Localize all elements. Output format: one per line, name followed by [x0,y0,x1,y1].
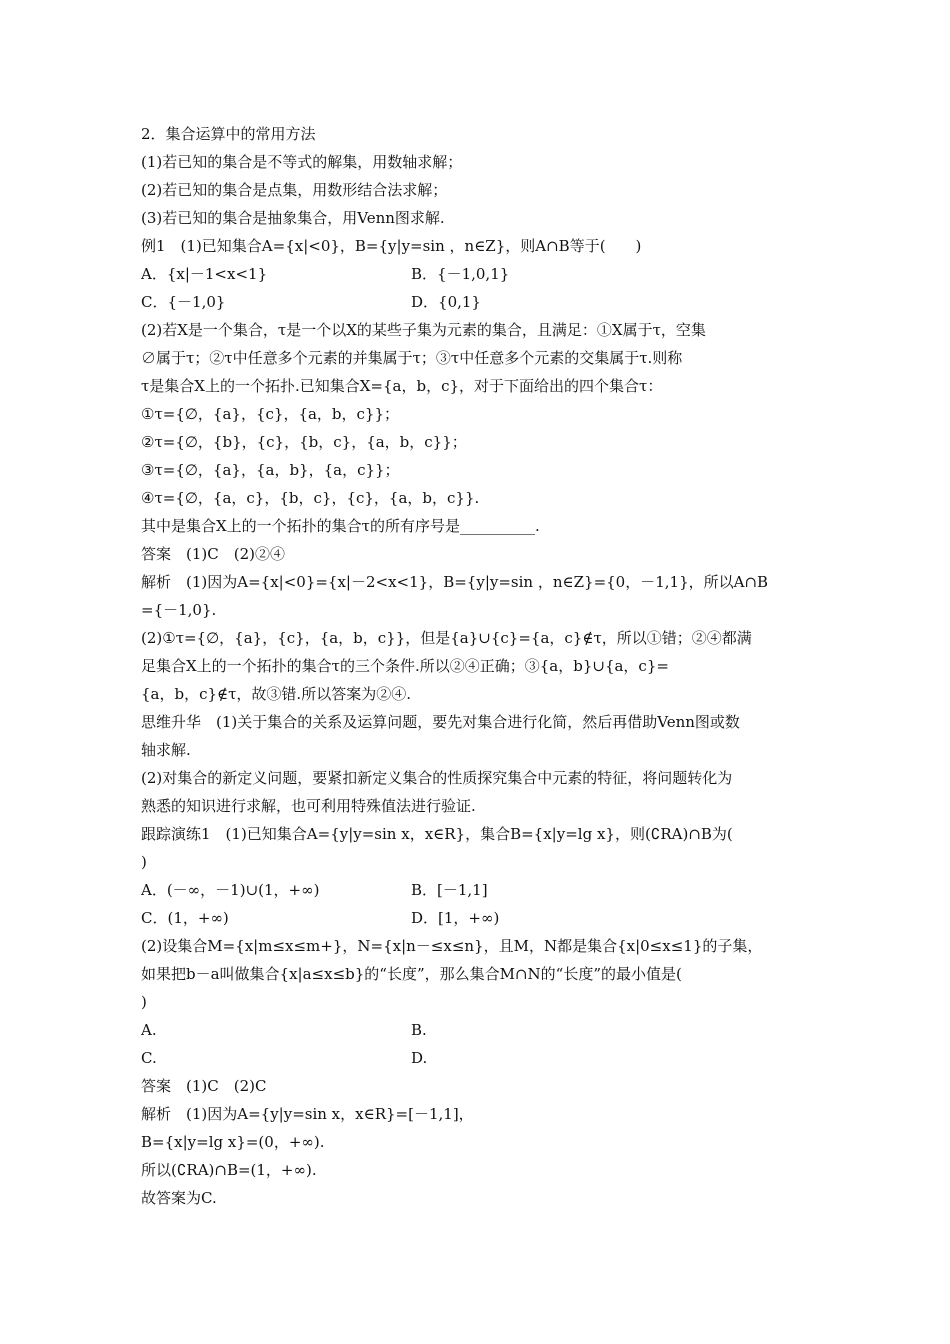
analysis-line: 足集合X上的一个拓扑的集合τ的三个条件.所以②④正确；③{a，b}∪{a，c}= [141,657,669,675]
analysis-line: 故答案为C. [141,1189,217,1207]
method-line: (2)若已知的集合是点集，用数形结合法求解； [141,181,448,199]
option-a: A．{x|－1<x<1} [141,265,268,283]
summary-line: 轴求解. [141,741,191,759]
option-d: D．{0,1} [411,293,481,311]
option-c: C. [141,1049,157,1067]
analysis-line: 解析 (1)因为A={y|y=sin x，x∈R}=[－1,1]， [141,1105,474,1123]
summary-line: 思维升华 (1)关于集合的关系及运算问题，要先对集合进行化简，然后再借助Venn图或数 [141,713,740,731]
option-b: B. [411,1021,427,1039]
analysis-line: (2)①τ={∅，{a}，{c}，{a，b，c}}，但是{a}∪{c}={a，c}∉τ，所以①错；②④都满 [141,629,752,647]
analysis-line: B={x|y=lg x}=(0，+∞). [141,1133,325,1151]
option-b: B．[－1,1] [411,881,488,899]
analysis-line: ={－1,0}. [141,601,217,619]
practice-question: 如果把b－a叫做集合{x|a≤x≤b}的“长度”，那么集合M∩N的“长度”的最小值是( [141,965,682,983]
answer-line: 答案 (1)C (2)C [141,1077,267,1095]
answer-line: 答案 (1)C (2)②④ [141,545,285,563]
text-line: ④τ={∅，{a，c}，{b，c}，{c}，{a，b，c}}. [141,489,480,507]
text-line: 其中是集合X上的一个拓扑的集合τ的所有序号是__________. [141,517,540,535]
practice-question: (2)设集合M={x|m≤x≤m+}，N={x|n－≤x≤n}，且M，N都是集合{x|0≤x≤1}的子集， [141,937,763,955]
method-line: (3)若已知的集合是抽象集合，用Venn图求解. [141,209,445,227]
text-line: ∅属于τ；②τ中任意多个元素的并集属于τ；③τ中任意多个元素的交集属于τ.则称 [141,349,683,367]
practice-question: ) [141,853,147,871]
text-line: (2)若X是一个集合，τ是一个以X的某些子集为元素的集合，且满足：①X属于τ，空集 [141,321,706,339]
option-row [141,1048,821,1068]
option-row [141,1020,821,1040]
option-c: C．{－1,0} [141,293,226,311]
option-b: B．{－1,0,1} [411,265,510,283]
example-question: 例1 (1)已知集合A={x|<0}，B={y|y=sin ，n∈Z}，则A∩B等于( ) [141,237,642,255]
text-line: ①τ={∅，{a}，{c}，{a，b，c}}； [141,405,400,423]
section-heading: 2．集合运算中的常用方法 [141,125,316,143]
option-row [141,292,821,312]
option-d: D．[1，+∞) [411,909,500,927]
summary-line: (2)对集合的新定义问题，要紧扣新定义集合的性质探究集合中元素的特征，将问题转化为 [141,769,733,787]
text-line: ③τ={∅，{a}，{a，b}，{a，c}}； [141,461,400,479]
option-a: A. [141,1021,157,1039]
practice-question: ) [141,993,147,1011]
practice-question: 跟踪演练1 (1)已知集合A={y|y=sin x，x∈R}，集合B={x|y=lg x}，则(∁RA)∩B为( [141,825,733,843]
analysis-line: {a，b，c}∉τ，故③错.所以答案为②④. [141,685,411,703]
option-a: A．(－∞，－1)∪(1，+∞) [141,881,320,899]
method-line: (1)若已知的集合是不等式的解集，用数轴求解； [141,153,463,171]
option-c: C．(1，+∞) [141,909,229,927]
text-line: τ是集合X上的一个拓扑.已知集合X={a，b，c}，对于下面给出的四个集合τ： [141,377,663,395]
option-d: D. [411,1049,428,1067]
text-line: ②τ={∅，{b}，{c}，{b，c}，{a，b，c}}； [141,433,467,451]
analysis-line: 解析 (1)因为A={x|<0}={x|－2<x<1}，B={y|y=sin ，n∈Z}={0，－1,1}，所以A∩B [141,573,769,591]
analysis-line: 所以(∁RA)∩B=(1，+∞). [141,1161,317,1179]
option-row [141,908,821,928]
summary-line: 熟悉的知识进行求解，也可利用特殊值法进行验证. [141,797,476,815]
option-row [141,264,821,284]
option-row [141,880,821,900]
